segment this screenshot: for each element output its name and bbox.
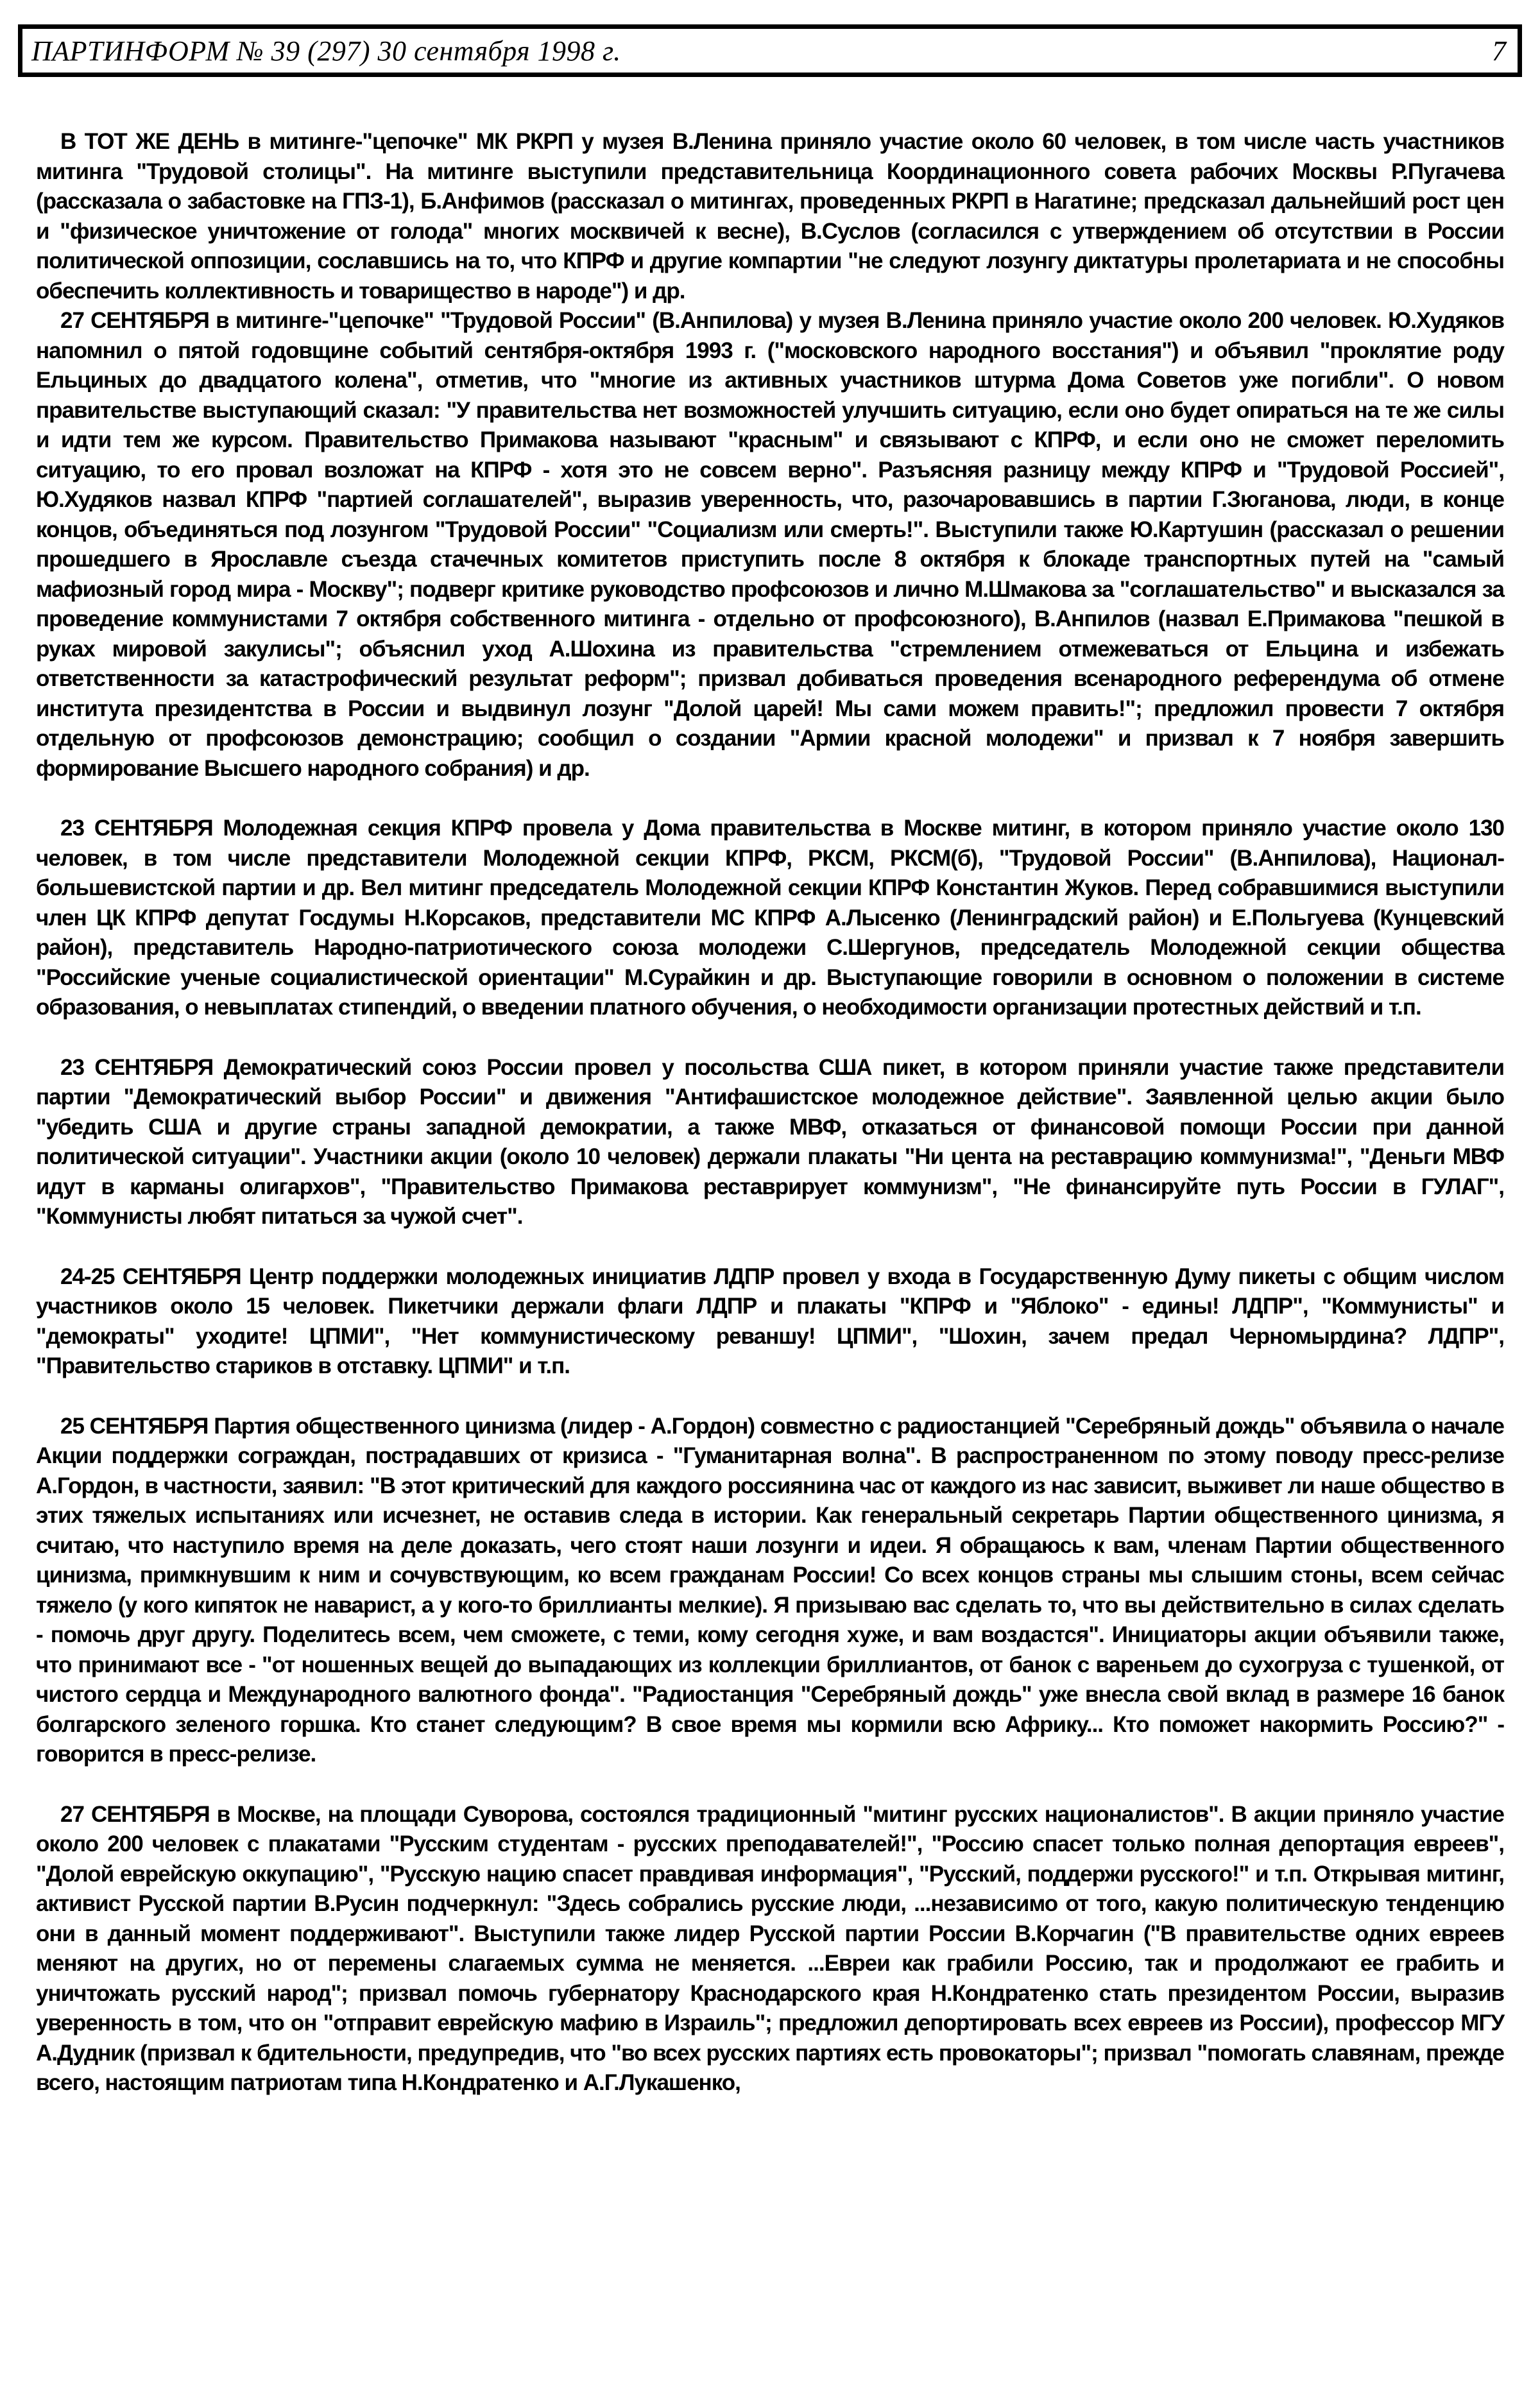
paragraph-sep27-nationalist-rally: 27 СЕНТЯБРЯ в Москве, на площади Суворова, состоялся традиционный "митинг русских националистов". В акции приняло участие около 200 человек с плакатами "Русским студентам - русских преподавателей!", "Россию спасет только полная депортация евреев", "Долой еврейскую оккупацию", "Русскую нацию спасет правдивая информация", "Русский, поддержи русского!" и т.п. Открывая митинг, активист Русской партии В.Русин подчеркнул: "Здесь собрались русские люди, ...независимо от того, какую политическую тенденцию они в данный момент поддерживают". Выступили также лидер Русской партии России В.Корчагин ("В правительстве одних евреев меняют на других, но от перемены слагаемых сумма не меняется. ...Евреи как грабили Россию, так и продолжают ее грабить и уничтожать русский народ"; призвал помочь губернатору Краснодарского края Н.Кондратенко стать президентом России, выразив уверенность в том, что он "отправит еврейскую мафию в Израиль"; предложил депортировать всех евреев из России), профессор МГУ А.Дудник (призвал к бдительности, предупредив, что "во всех русских партиях есть провокаторы"; призвал "помогать славянам, прежде всего, настоящим патриотам типа Н.Кондратенко и А.Г.Лукашенко, bbox=[36, 1801, 1504, 2095]
article-body bbox=[36, 127, 1504, 2098]
paragraph-sep23-kprf-youth-meeting: 23 СЕНТЯБРЯ Молодежная секция КПРФ провела у Дома правительства в Москве митинг, в котором приняло участие около 130 человек, в том числе представители Молодежной секции КПРФ, РКСМ, РКСМ(б), "Трудовой России" (В.Анпилова), Национал-большевистской партии и др. Вел митинг председатель Молодежной секции КПРФ Константин Жуков. Перед собравшимися выступили член ЦК КПРФ депутат Госдумы Н.Корсаков, представители МС КПРФ А.Лысенко (Ленинградский район) и Е.Польгуева (Кунцевский район), представитель Народно-патриотического союза молодежи С.Шергунов, председатель Молодежной секции общества "Российские ученые социалистической ориентации" М.Сурайкин и др. Выступающие говорили в основном о положении в системе образования, о невыплатах стипендий, о введении платного обучения, о необходимости организации протестных действий и т.п. bbox=[36, 816, 1504, 1020]
paragraph-sep24-25-ldpr-pickets: 24-25 СЕНТЯБРЯ Центр поддержки молодежных инициатив ЛДПР провел у входа в Государственную Думу пикеты с общим числом участников около 15 человек. Пикетчики держали флаги ЛДПР и плакаты "КПРФ и "Яблоко" - едины! ЛДПР", "Коммунисты" и "демократы" уходите! ЦПМИ", "Нет коммунистическому реваншу! ЦПМИ", "Шохин, зачем предал Черномырдина? ЛДПР", "Правительство стариков в отставку. ЦПМИ" и т.п. bbox=[36, 1264, 1504, 1378]
paragraph-sep25-cynicism-party-action: 25 СЕНТЯБРЯ Партия общественного цинизма (лидер - А.Гордон) совместно с радиостанцией "Серебряный дождь" объявила о начале Акции поддержки сограждан, пострадавших от кризиса - "Гуманитарная волна". В распространенном по этому поводу пресс-релизе А.Гордон, в частности, заявил: "В этот критический для каждого россиянина час от каждого из нас зависит, выживет ли наше общество в этих тяжелых испытаниях или исчезнет, не оставив следа в истории. Как генеральный секретарь Партии общественного цинизма, я считаю, что наступило время на деле доказать, чего стоят наши лозунги и идеи. Я обращаюсь к вам, членам Партии общественного цинизма, примкнувшим к ним и сочувствующим, ко всем гражданам России! Со всех концов страны мы слышим стоны, всем сейчас тяжело (у кого кипяток не наварист, а у кого-то бриллианты мелкие). Я призываю вас сделать то, что вы действительно в силах сделать - помочь друг другу. Поделитесь всем, чем сможете, с теми, кому сегодня хуже, и вам воздастся". Инициаторы акции объявили также, что принимают все - "от ношенных вещей до выпадающих из коллекции бриллиантов, от банок с вареньем до сухогруза с тушенкой, от чистого сердца и Международного валютного фонда". "Радиостанция "Серебряный дождь" уже внесла свой вклад в размере 16 банок болгарского зеленого горшка. Кто станет следующим? В свое время мы кормили всю Африку... Кто поможет накормить Россию?" - говорится в пресс-релизе. bbox=[36, 1413, 1504, 1767]
page-number: 7 bbox=[1492, 35, 1506, 67]
paragraph-sep27-trudovaya-rossiya-meeting: 27 СЕНТЯБРЯ в митинге-"цепочке" "Трудовой России" (В.Анпилова) у музея В.Ленина приняло участие около 200 человек. Ю.Худяков напомнил о пятой годовщине событий сентября-октября 1993 г. ("московского народного восстания") и объявил "проклятие роду Ельциных до двадцатого колена", отметив, что "многие из активных участников штурма Дома Советов уже погибли". О новом правительстве выступающий сказал: "У правительства нет возможностей улучшить ситуацию, если оно будет опираться на те же силы и идти тем же курсом. Правительство Примакова называют "красным" и связывают с КПРФ, и если оно не сможет переломить ситуацию, то его провал возложат на КПРФ - хотя это не совсем верно". Разъясняя разницу между КПРФ и "Трудовой Россией", Ю.Худяков назвал КПРФ "партией соглашателей", выразив уверенность, что, разочаровавшись в партии Г.Зюганова, люди, в конце концов, объединяться под лозунгом "Трудовой России" "Социализм или смерть!". Выступили также Ю.Картушин (рассказал о решении прошедшего в Ярославле съезда стачечных комитетов приступить после 8 октября к блокаде транспортных путей на "самый мафиозный город мира - Москву"; подверг критике руководство профсоюзов и лично М.Шмакова за "соглашательство" и высказался за проведение коммунистами 7 октября собственного митинга - отдельно от профсоюзного), В.Анпилов (назвал Е.Примакова "пешкой в руках мировой закулисы"; объяснил уход А.Шохина из правительства "стремлением отмежеваться от Ельцина и избежать ответственности за катастрофический результат реформ"; призвал добиваться проведения всенародного референдума об отмене института президентства в России и выдвинул лозунг "Долой царей! Мы сами можем править!"; предложил провести 7 октября отдельную от профсоюзов демонстрацию; сообщил о создании "Армии красной молодежи" и призвал к 7 ноября завершить формирование Высшего народного собрания) и др. bbox=[36, 308, 1504, 781]
paragraph-same-day-rkrp-meeting: В ТОТ ЖЕ ДЕНЬ в митинге-"цепочке" МК РКРП у музея В.Ленина приняло участие около 60 человек, в том числе часть участников митинга "Трудовой столицы". На митинге выступили представительница Координационного совета рабочих Москвы Р.Пугачева (рассказала о забастовке на ГПЗ-1), Б.Анфимов (рассказал о митингах, проведенных РКРП в Нагатине; предсказал дальнейший рост цен и "физическое уничтожение от голода" многих москвичей к весне), В.Суслов (согласился с утверждением об отсутствии в России политической оппозиции, сославшись на то, что КПРФ и другие компартии "не следуют лозунгу диктатуры пролетариата и не способны обеспечить коллективность и товарищество в народе") и др. bbox=[36, 129, 1504, 304]
newsletter-title: ПАРТИНФОРМ № 39 (297) 30 сентября 1998 г. bbox=[31, 35, 621, 67]
page-header bbox=[18, 24, 1522, 77]
paragraph-sep23-demsoyuz-picket: 23 СЕНТЯБРЯ Демократический союз России провел у посольства США пикет, в котором приняли участие также представители партии "Демократический выбор России" и движения "Антифашистское молодежное действие". Заявленной целью акции было "убедить США и другие страны западной демократии, а также МВФ, отказаться от финансовой помощи России при данной политической ситуации". Участники акции (около 10 человек) держали плакаты "Ни цента на реставрацию коммунизма!", "Деньги МВФ идут в карманы олигархов", "Правительство Примакова реставрирует коммунизм", "Не финансируйте путь России в ГУЛАГ", "Коммунисты любят питаться за чужой счет". bbox=[36, 1054, 1504, 1229]
